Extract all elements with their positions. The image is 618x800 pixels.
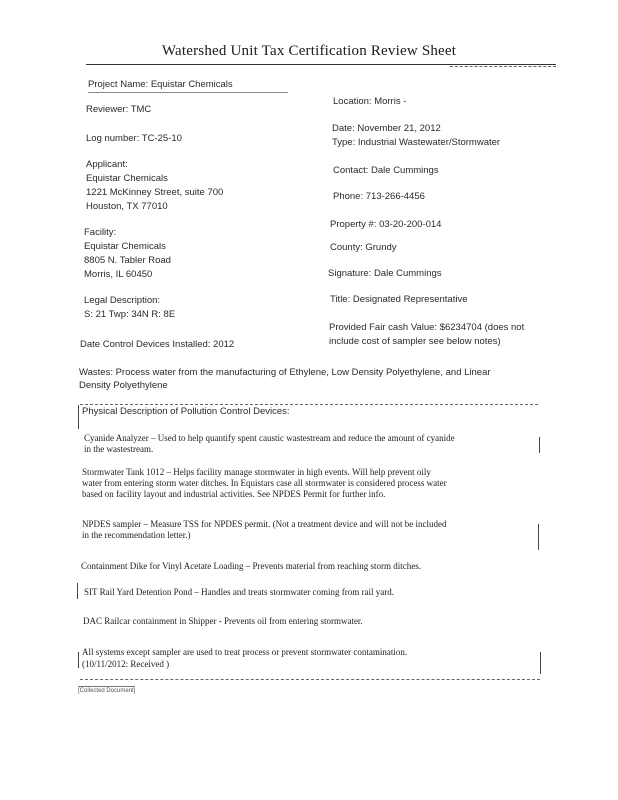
box-right-bar-3 <box>540 652 541 674</box>
date-installed: Date Control Devices Installed: 2012 <box>80 339 235 350</box>
applicant-line-3: Houston, TX 77010 <box>86 201 168 212</box>
box-left-bar-2 <box>77 583 78 599</box>
device-containment-dike: Containment Dike for Vinyl Acetate Loading – Prevents material from reaching storm ditches. <box>81 561 421 571</box>
fair-cash-value-line-2: include cost of sampler see below notes) <box>329 336 501 347</box>
device-cyanide-line-1: Cyanide Analyzer – Used to help quantify spent caustic wastestream and reduce the amount of cyanide <box>84 433 455 443</box>
device-tank-line-2: water from entering storm water ditches. In Equistars case all stormwater is considered process water <box>82 478 447 488</box>
title-underline <box>86 64 556 65</box>
representative-title: Title: Designated Representative <box>330 294 468 305</box>
facility-line-2: 8805 N. Tabler Road <box>84 255 171 266</box>
box-right-bar <box>539 437 540 453</box>
project-name-underline <box>88 92 288 93</box>
contact: Contact: Dale Cummings <box>333 165 439 176</box>
wastes-line-2: Density Polyethylene <box>79 380 168 391</box>
device-tank-line-1: Stormwater Tank 1012 – Helps facility manage stormwater in high events. Will help prevent oily <box>82 467 431 477</box>
location: Location: Morris - <box>333 96 407 107</box>
facility-label: Facility: <box>84 227 117 238</box>
device-railcar-containment: DAC Railcar containment in Shipper - Prevents oil from entering stormwater. <box>83 616 363 626</box>
fair-cash-value-line-1: Provided Fair cash Value: $6234704 (does not <box>329 322 525 333</box>
county: County: Grundy <box>330 242 397 253</box>
page-title: Watershed Unit Tax Certification Review Sheet <box>161 43 457 59</box>
device-summary-line-1: All systems except sampler are used to treat process or prevent stormwater contamination. <box>82 647 408 657</box>
device-summary-line-2: (10/11/2012: Received ) <box>82 659 170 669</box>
device-sampler-line-2: in the recommendation letter.) <box>82 530 191 540</box>
wastes-line-1: Wastes: Process water from the manufacturing of Ethylene, Low Density Polyethylene, and Linear <box>79 367 491 378</box>
review-type: Type: Industrial Wastewater/Stormwater <box>332 137 501 148</box>
device-sampler-line-1: NPDES sampler – Measure TSS for NPDES permit. (Not a treatment device and will not be included <box>82 519 447 529</box>
reviewer: Reviewer: TMC <box>86 104 152 115</box>
signature: Signature: Dale Cummings <box>328 268 442 279</box>
phone: Phone: 713-266-4456 <box>333 191 425 202</box>
footer-stamp: [Collected Document] <box>78 688 136 694</box>
box-left-bar <box>78 405 79 429</box>
applicant-label: Applicant: <box>86 159 128 170</box>
applicant-line-1: Equistar Chemicals <box>86 173 168 184</box>
facility-line-1: Equistar Chemicals <box>84 241 166 252</box>
legal-description-label: Legal Description: <box>84 295 161 306</box>
box-bottom-border <box>80 679 540 680</box>
review-date: Date: November 21, 2012 <box>332 123 441 134</box>
device-cyanide-line-2: in the wastestream. <box>84 444 154 454</box>
box-right-bar-2 <box>538 524 539 550</box>
log-number: Log number: TC-25-10 <box>86 133 182 144</box>
title-underline-dash <box>450 66 556 67</box>
property-number: Property #: 03-20-200-014 <box>330 219 442 230</box>
device-tank-line-3: based on facility layout and industrial activities. See NPDES Permit for further info. <box>82 489 386 499</box>
facility-line-3: Morris, IL 60450 <box>84 269 153 280</box>
project-name: Project Name: Equistar Chemicals <box>88 79 233 90</box>
legal-description-value: S: 21 Twp: 34N R: 8E <box>84 309 176 320</box>
box-top-border <box>80 404 538 405</box>
box-left-bar-3 <box>78 652 79 668</box>
device-detention-pond: SIT Rail Yard Detention Pond – Handles and treats stormwater coming from rail yard. <box>84 587 395 597</box>
applicant-line-2: 1221 McKinney Street, suite 700 <box>86 187 224 198</box>
physical-heading: Physical Description of Pollution Control Devices: <box>82 406 290 417</box>
